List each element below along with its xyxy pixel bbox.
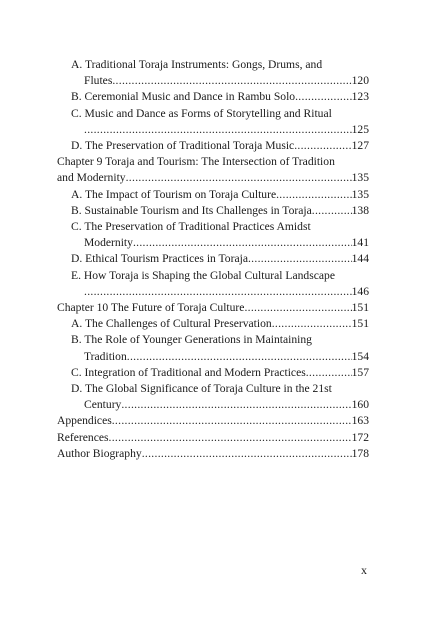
toc-entry[interactable] — [57, 89, 369, 105]
toc-leader-dots — [84, 284, 352, 300]
toc-leader-dots — [276, 187, 352, 203]
toc-entry-page: 157 — [351, 365, 369, 379]
toc-entry[interactable] — [57, 413, 369, 429]
toc-entry-title: Modernity — [84, 236, 133, 250]
toc-leader-dots — [248, 251, 352, 267]
toc-entry[interactable] — [57, 430, 369, 446]
toc-entry-page: 127 — [351, 139, 369, 153]
toc-entry[interactable] — [57, 187, 369, 203]
toc-entry[interactable] — [57, 300, 369, 316]
toc-entry-heading: A. Traditional Toraja Instruments: Gongs, Drums, and — [71, 58, 323, 71]
toc-entry-page: 163 — [351, 414, 369, 428]
toc-leader-dots — [109, 430, 352, 446]
toc-leader-dots — [312, 203, 352, 219]
toc-entry-page: 160 — [351, 398, 369, 412]
toc-entry-page: 138 — [351, 203, 369, 217]
table-of-contents — [57, 57, 369, 462]
toc-entry-page: 178 — [351, 446, 369, 460]
toc-leader-dots — [306, 365, 352, 381]
toc-leader-dots — [112, 73, 351, 89]
toc-entry-page: 135 — [351, 171, 369, 185]
toc-entry-title: A. The Challenges of Cultural Preservation — [71, 317, 272, 331]
toc-entry[interactable] — [57, 349, 369, 365]
toc-entry-title: B. Sustainable Tourism and Its Challenges in Toraja — [71, 203, 312, 217]
toc-entry[interactable] — [57, 73, 369, 89]
toc-leader-dots — [121, 397, 351, 413]
toc-leader-dots — [295, 89, 352, 105]
toc-entry[interactable] — [57, 316, 369, 332]
toc-leader-dots — [272, 316, 352, 332]
toc-entry-page: 172 — [351, 430, 369, 444]
toc-entry[interactable] — [57, 446, 369, 462]
toc-leader-dots — [294, 138, 351, 154]
toc-entry[interactable] — [57, 203, 369, 219]
toc-entry-title: D. Ethical Tourism Practices in Toraja — [71, 252, 248, 266]
toc-entry-page: 120 — [351, 74, 369, 88]
page-number: x — [361, 563, 367, 577]
toc-entry-page: 151 — [351, 317, 369, 331]
toc-entry[interactable] — [57, 397, 369, 413]
toc-leader-dots — [244, 300, 351, 316]
toc-entry[interactable] — [57, 235, 369, 251]
toc-entry-title: Author Biography — [57, 446, 142, 460]
toc-entry-title: Appendices — [57, 414, 112, 428]
toc-entry-title: A. The Impact of Tourism on Toraja Culture — [71, 187, 277, 201]
toc-entry-title: References — [57, 430, 109, 444]
toc-entry-page: 135 — [351, 187, 369, 201]
toc-entry-heading: C. Music and Dance as Forms of Storytelling and Ritual — [71, 106, 332, 120]
toc-entry[interactable] — [57, 138, 369, 154]
toc-entry-page: 125 — [351, 122, 369, 136]
toc-leader-dots — [133, 235, 352, 251]
toc-leader-dots — [142, 446, 352, 462]
toc-chapter-heading: Chapter 9 Toraja and Tourism: The Intersection of Tradition — [57, 155, 335, 169]
toc-entry-title: B. Ceremonial Music and Dance in Rambu Solo — [71, 90, 296, 104]
toc-entry-title: Century — [84, 398, 122, 412]
toc-entry-page: 144 — [351, 252, 369, 266]
toc-entry-page: 123 — [351, 90, 369, 104]
toc-entry-page: 154 — [351, 349, 369, 363]
toc-entry-heading: D. The Global Significance of Toraja Culture in the 21st — [71, 382, 332, 396]
toc-entry-page: 141 — [351, 236, 369, 250]
toc-entry-title: Chapter 10 The Future of Toraja Culture — [57, 301, 245, 315]
toc-entry[interactable] — [57, 251, 369, 267]
toc-entry-heading: C. The Preservation of Traditional Practices Amidst — [71, 220, 311, 234]
toc-entry-heading: E. How Toraja is Shaping the Global Cultural Landscape — [71, 268, 335, 282]
toc-entry[interactable] — [57, 170, 369, 186]
toc-leader-dots — [112, 413, 352, 429]
toc-entry[interactable] — [57, 284, 369, 300]
toc-leader-dots — [126, 170, 352, 186]
toc-entry-title: Flutes — [84, 74, 113, 88]
toc-leader-dots — [84, 122, 352, 138]
toc-entry-title: Tradition — [84, 349, 127, 363]
toc-entry[interactable] — [57, 122, 369, 138]
toc-entry[interactable] — [57, 365, 369, 381]
toc-entry-title: and Modernity — [57, 171, 126, 185]
toc-entry-heading: B. The Role of Younger Generations in Maintaining — [71, 333, 312, 347]
toc-entry-page: 146 — [351, 284, 369, 298]
toc-entry-page: 151 — [351, 301, 369, 315]
toc-leader-dots — [127, 349, 352, 365]
toc-entry-title: C. Integration of Traditional and Modern Practices — [71, 365, 306, 379]
toc-entry-title: D. The Preservation of Traditional Toraja Music — [71, 139, 295, 153]
